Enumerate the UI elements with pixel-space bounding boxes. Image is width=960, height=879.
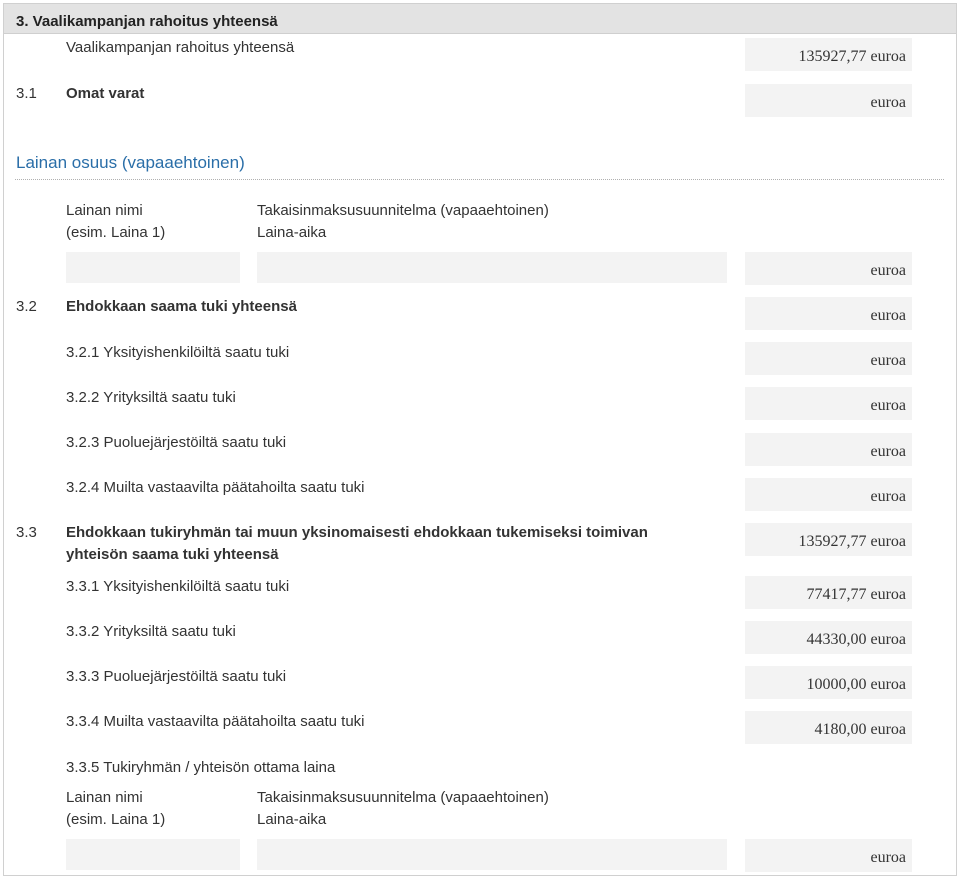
- total-unit: euroa: [870, 48, 906, 65]
- candidate-support-unit: euroa: [870, 307, 906, 324]
- group-support-item-unit: euroa: [870, 676, 906, 693]
- group-support-item-label: 3.3.2 Yrityksiltä saatu tuki: [66, 623, 236, 640]
- loan-plan-header: Takaisinmaksusuunnitelma (vapaaehtoinen): [257, 202, 549, 219]
- group-support-item-unit: euroa: [870, 586, 906, 603]
- group-support-value-field[interactable]: [745, 523, 912, 556]
- candidate-support-label: Ehdokkaan saama tuki yhteensä: [66, 298, 297, 315]
- loan-plan-input[interactable]: [257, 252, 727, 283]
- omat-varat-unit: euroa: [870, 94, 906, 111]
- group-support-label-line1: Ehdokkaan tukiryhmän tai muun yksinomaisesti ehdokkaan tukemiseksi toimivan: [66, 524, 648, 541]
- total-label: Vaalikampanjan rahoitus yhteensä: [66, 39, 295, 56]
- candidate-support-item-unit: euroa: [870, 488, 906, 505]
- group-support-item-value-field[interactable]: [745, 576, 912, 609]
- group-support-item-value-field[interactable]: [745, 666, 912, 699]
- candidate-support-number: 3.2: [16, 298, 37, 315]
- loan-name-input[interactable]: [66, 252, 240, 283]
- group-loan-label: 3.3.5 Tukiryhmän / yhteisön ottama laina: [66, 759, 336, 776]
- candidate-support-item-value-field[interactable]: [745, 387, 912, 420]
- group-loan-value-field[interactable]: [745, 839, 912, 872]
- omat-varat-label: Omat varat: [66, 85, 145, 102]
- section-header: [4, 4, 956, 34]
- candidate-support-item-value-field[interactable]: [745, 478, 912, 511]
- group-support-item-label: 3.3.4 Muilta vastaavilta päätahoilta saatu tuki: [66, 713, 365, 730]
- group-support-item-value: 4180,00: [814, 721, 867, 738]
- loan-name-hint: (esim. Laina 1): [66, 224, 166, 241]
- omat-varat-value-field[interactable]: [745, 84, 912, 117]
- group-loan-name-input[interactable]: [66, 839, 240, 870]
- group-support-item-value-field[interactable]: [745, 621, 912, 654]
- candidate-support-item-label: 3.2.1 Yksityishenkilöiltä saatu tuki: [66, 344, 290, 361]
- group-support-label-line2: yhteisön saama tuki yhteensä: [66, 546, 279, 563]
- group-support-number: 3.3: [16, 524, 37, 541]
- group-support-value: 135927,77: [798, 533, 867, 550]
- group-support-item-label: 3.3.3 Puoluejärjestöiltä saatu tuki: [66, 668, 287, 685]
- loan-term-header: Laina-aika: [257, 224, 327, 241]
- group-support-item-value: 44330,00: [806, 631, 867, 648]
- group-loan-name-hint: (esim. Laina 1): [66, 811, 166, 828]
- loan-name-header: Lainan nimi: [66, 202, 143, 219]
- candidate-support-item-value-field[interactable]: [745, 433, 912, 466]
- group-support-unit: euroa: [870, 533, 906, 550]
- total-value-field[interactable]: [745, 38, 912, 71]
- group-support-item-value-field[interactable]: [745, 711, 912, 744]
- loan-section-title: Lainan osuus (vapaaehtoinen): [16, 153, 245, 172]
- loan-unit: euroa: [870, 262, 906, 279]
- candidate-support-item-value-field[interactable]: [745, 342, 912, 375]
- group-support-item-unit: euroa: [870, 721, 906, 738]
- total-value: 135927,77: [798, 48, 867, 65]
- omat-varat-number: 3.1: [16, 85, 37, 102]
- loan-value-field[interactable]: [745, 252, 912, 285]
- candidate-support-value-field[interactable]: [745, 297, 912, 330]
- group-support-item-value: 10000,00: [806, 676, 867, 693]
- candidate-support-item-unit: euroa: [870, 352, 906, 369]
- candidate-support-item-label: 3.2.2 Yrityksiltä saatu tuki: [66, 389, 236, 406]
- section-title: 3. Vaalikampanjan rahoitus yhteensä: [16, 13, 278, 30]
- section-divider: [15, 179, 944, 180]
- candidate-support-item-label: 3.2.4 Muilta vastaavilta päätahoilta saatu tuki: [66, 479, 365, 496]
- group-loan-unit: euroa: [870, 849, 906, 866]
- group-loan-term-header: Laina-aika: [257, 811, 327, 828]
- candidate-support-item-unit: euroa: [870, 397, 906, 414]
- group-support-item-value: 77417,77: [806, 586, 867, 603]
- candidate-support-item-unit: euroa: [870, 443, 906, 460]
- candidate-support-item-label: 3.2.3 Puoluejärjestöiltä saatu tuki: [66, 434, 287, 451]
- group-loan-plan-input[interactable]: [257, 839, 727, 870]
- group-loan-name-header: Lainan nimi: [66, 789, 143, 806]
- group-loan-plan-header: Takaisinmaksusuunnitelma (vapaaehtoinen): [257, 789, 549, 806]
- group-support-item-unit: euroa: [870, 631, 906, 648]
- group-support-item-label: 3.3.1 Yksityishenkilöiltä saatu tuki: [66, 578, 290, 595]
